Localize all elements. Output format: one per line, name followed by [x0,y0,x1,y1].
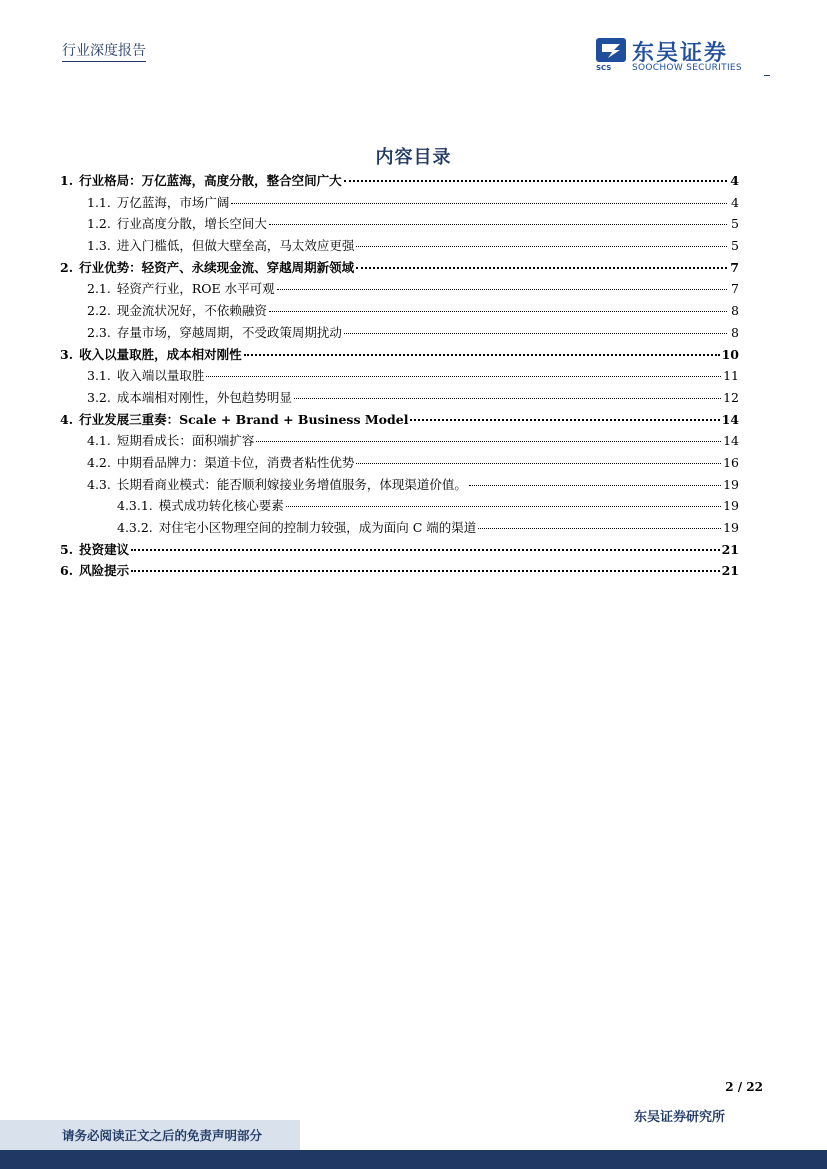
toc-leader-dots [356,267,727,269]
toc-entry-number: 4.1. [87,433,111,449]
toc-entry-page: 4 [730,173,739,188]
toc-entry-page: 7 [731,281,739,297]
toc-leader-dots [294,398,721,399]
toc-leader-dots [231,203,727,204]
toc-entry-number: 2. [60,259,74,275]
toc-leader-dots [469,485,721,486]
toc-leader-dots [344,180,727,182]
toc-entry-title: 投资建议 [79,541,130,557]
toc-entry[interactable] [60,409,739,431]
toc-entry[interactable] [60,517,739,539]
toc-entry-title: 行业发展三重奏：Scale + Brand + Business Model [79,411,409,427]
toc-entry-number: 4. [60,411,74,427]
toc-entry-number: 2.2. [87,303,111,319]
toc-entry-number: 5. [60,541,74,557]
toc-leader-dots [256,441,721,442]
toc-entry-number: 3. [60,346,74,362]
toc-entry-page: 14 [723,433,739,449]
toc-entry[interactable] [60,192,739,214]
toc-entry-number: 4.2. [87,454,111,470]
toc-entry-title: 风险提示 [79,563,130,579]
company-logo [594,36,769,76]
toc-leader-dots [356,246,727,247]
toc-leader-dots [269,311,727,312]
toc-entry-page: 10 [721,346,739,362]
toc-entry-title: 行业高度分散，增长空间大 [116,216,267,232]
table-of-contents [60,170,739,582]
logo-chinese-name: 东吴证券 [632,41,729,66]
toc-entry[interactable] [60,474,739,496]
toc-entry[interactable] [60,257,739,279]
toc-entry[interactable] [60,365,739,387]
toc-entry[interactable] [60,560,739,582]
toc-entry-page: 7 [730,259,739,275]
logo-abbr: SCS [596,64,612,72]
toc-entry-page: 14 [721,411,739,427]
toc-leader-dots [244,354,720,356]
toc-entry-page: 21 [721,541,739,557]
toc-leader-dots [277,289,727,290]
toc-entry-title: 万亿蓝海，市场广阔 [116,194,230,210]
toc-entry-title: 轻资产行业，ROE 水平可观 [116,281,275,297]
toc-entry-page: 19 [723,476,739,492]
toc-entry-number: 2.3. [87,324,111,340]
toc-entry-title: 进入门槛低，但做大壁垒高，马太效应更强 [116,238,355,254]
toc-leader-dots [356,463,721,464]
toc-leader-dots [478,528,721,529]
disclaimer-text: 请务必阅读正文之后的免责声明部分 [62,1128,263,1143]
toc-entry-number: 3.1. [87,368,111,384]
toc-leader-dots [269,224,727,225]
toc-entry-title: 现金流状况好，不依赖融资 [116,303,267,319]
toc-entry-number: 1.3. [87,238,111,254]
toc-entry-number: 1.1. [87,194,111,210]
toc-entry[interactable] [60,278,739,300]
toc-entry-page: 11 [723,368,739,384]
toc-entry-page: 16 [723,454,739,470]
toc-entry[interactable] [60,300,739,322]
toc-entry[interactable] [60,452,739,474]
toc-entry-title: 存量市场，穿越周期，不受政策周期扰动 [116,324,342,340]
institute-name: 东吴证券研究所 [633,1110,725,1125]
toc-entry-title: 行业优势：轻资产、永续现金流、穿越周期新领域 [79,259,355,275]
toc-entry[interactable] [60,430,739,452]
toc-entry[interactable] [60,322,739,344]
toc-entry-page: 21 [721,563,739,579]
report-type-label: 行业深度报告 [62,40,146,62]
toc-leader-dots [344,333,727,334]
toc-entry-page: 8 [731,303,739,319]
page-number: 2 / 22 [725,1080,763,1094]
toc-entry-page: 19 [723,498,739,514]
toc-leader-dots [410,419,719,421]
toc-entry[interactable] [60,495,739,517]
toc-entry[interactable] [60,344,739,366]
toc-entry-title: 对住宅小区物理空间的控制力较强，成为面向 C 端的渠道 [158,520,477,535]
logo-english-name: SOOCHOW SECURITIES [632,63,742,73]
toc-entry-page: 5 [731,216,739,232]
toc-entry-number: 3.2. [87,389,111,405]
toc-entry-title: 长期看商业模式：能否顺利嫁接业务增值服务，体现渠道价值。 [116,476,467,492]
toc-entry-title: 模式成功转化核心要素 [158,498,284,514]
toc-entry-number: 1.2. [87,216,111,232]
toc-entry-title: 中期看品牌力：渠道卡位，消费者粘性优势 [116,454,355,470]
toc-entry[interactable] [60,235,739,257]
toc-entry-page: 19 [723,520,739,535]
toc-entry-title: 短期看成长：面积端扩容 [116,433,255,449]
toc-entry-number: 2.1. [87,281,111,297]
toc-leader-dots [286,506,721,507]
toc-entry-number: 4.3. [87,476,111,492]
toc-entry[interactable] [60,387,739,409]
toc-entry-page: 8 [731,324,739,340]
toc-leader-dots [206,376,721,377]
header-divider [764,75,770,76]
toc-entry[interactable] [60,539,739,561]
toc-title: 内容目录 [375,147,452,168]
toc-leader-dots [131,570,720,572]
toc-entry-number: 4.3.1. [117,498,153,514]
toc-entry[interactable] [60,213,739,235]
toc-entry-title: 收入端以量取胜 [116,368,205,384]
toc-entry-title: 行业格局：万亿蓝海，高度分散，整合空间广大 [79,173,342,188]
toc-entry-number: 4.3.2. [117,520,153,535]
toc-entry-number: 1. [60,173,74,188]
toc-entry-page: 4 [731,194,739,210]
toc-entry-page: 12 [723,389,739,405]
toc-entry-title: 收入以量取胜，成本相对刚性 [79,346,242,362]
footer-bar [0,1150,827,1169]
toc-entry[interactable] [60,170,739,192]
toc-entry-title: 成本端相对刚性，外包趋势明显 [116,389,292,405]
toc-leader-dots [131,549,720,551]
toc-entry-page: 5 [731,238,739,254]
toc-entry-number: 6. [60,563,74,579]
